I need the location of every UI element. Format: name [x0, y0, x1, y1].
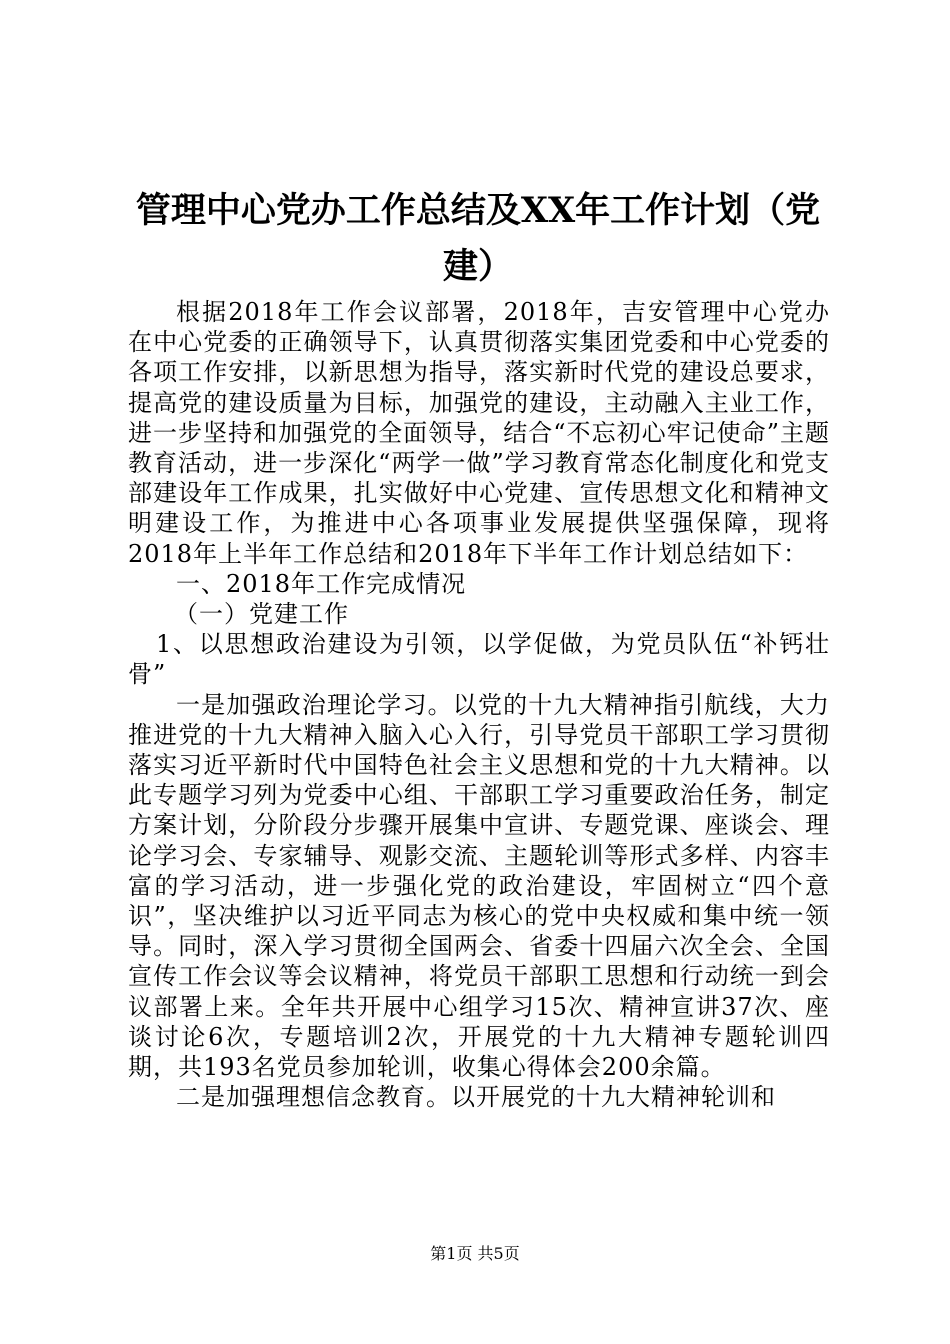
- document-title: 管理中心党办工作总结及XX年工作计划（党建）: [135, 190, 821, 287]
- item-heading: 1、以思想政治建设为引领，以学促做，为党员队伍“补钙壮骨”: [128, 630, 830, 689]
- section-heading: 一、2018年工作完成情况: [176, 569, 467, 598]
- page-footer: 第1页 共5页: [430, 1244, 520, 1263]
- paragraph-intro: 根据2018年工作会议部署，2018年，吉安管理中心党办在中心党委的正确领导下，认真贯彻落实集团党委和中心党委的各项工作安排，以新思想为指导，落实新时代党的建设总要求，提高党的建设质量为目标，加强党的建设，主动融入主业工作，进一步坚持和加强党的全面领导，结合“不忘初心牢记使命”主题教育活动，进一步深化“两学一做”学习教育常态化制度化和党支部建设年工作成果，扎实做好中心党建、宣传思想文化和精神文明建设工作，为推进中心各项事业发展提供坚强保障，现将2018年上半年工作总结和2018年下半年工作计划总结如下：: [128, 298, 830, 568]
- paragraph-ideals-education: 二是加强理想信念教育。以开展党的十九大精神轮训和: [176, 1083, 776, 1112]
- paragraph-theory-study: 一是加强政治理论学习。以党的十九大精神指引航线，大力推进党的十九大精神入脑入心入行，引导党员干部职工学习贯彻落实习近平新时代中国特色社会主义思想和党的十九大精神。以此专题学习列为党委中心组、干部职工学习重要政治任务，制定方案计划，分阶段分步骤开展集中宣讲、专题党课、座谈会、理论学习会、专家辅导、观影交流、主题轮训等形式多样、内容丰富的学习活动，进一步强化党的政治建设，牢固树立“四个意识”，坚决维护以习近平同志为核心的党中央权威和集中统一领导。同时，深入学习贯彻全国两会、省委十四届六次全会、全国宣传工作会议等会议精神，将党员干部职工思想和行动统一到会议部署上来。全年共开展中心组学习15次、精神宣讲37次、座谈讨论6次，专题培训2次，开展党的十九大精神专题轮训四期，共193名党员参加轮训，收集心得体会200余篇。: [128, 690, 830, 1082]
- subsection-heading: （一）党建工作: [174, 600, 349, 629]
- document-body: [128, 297, 830, 1112]
